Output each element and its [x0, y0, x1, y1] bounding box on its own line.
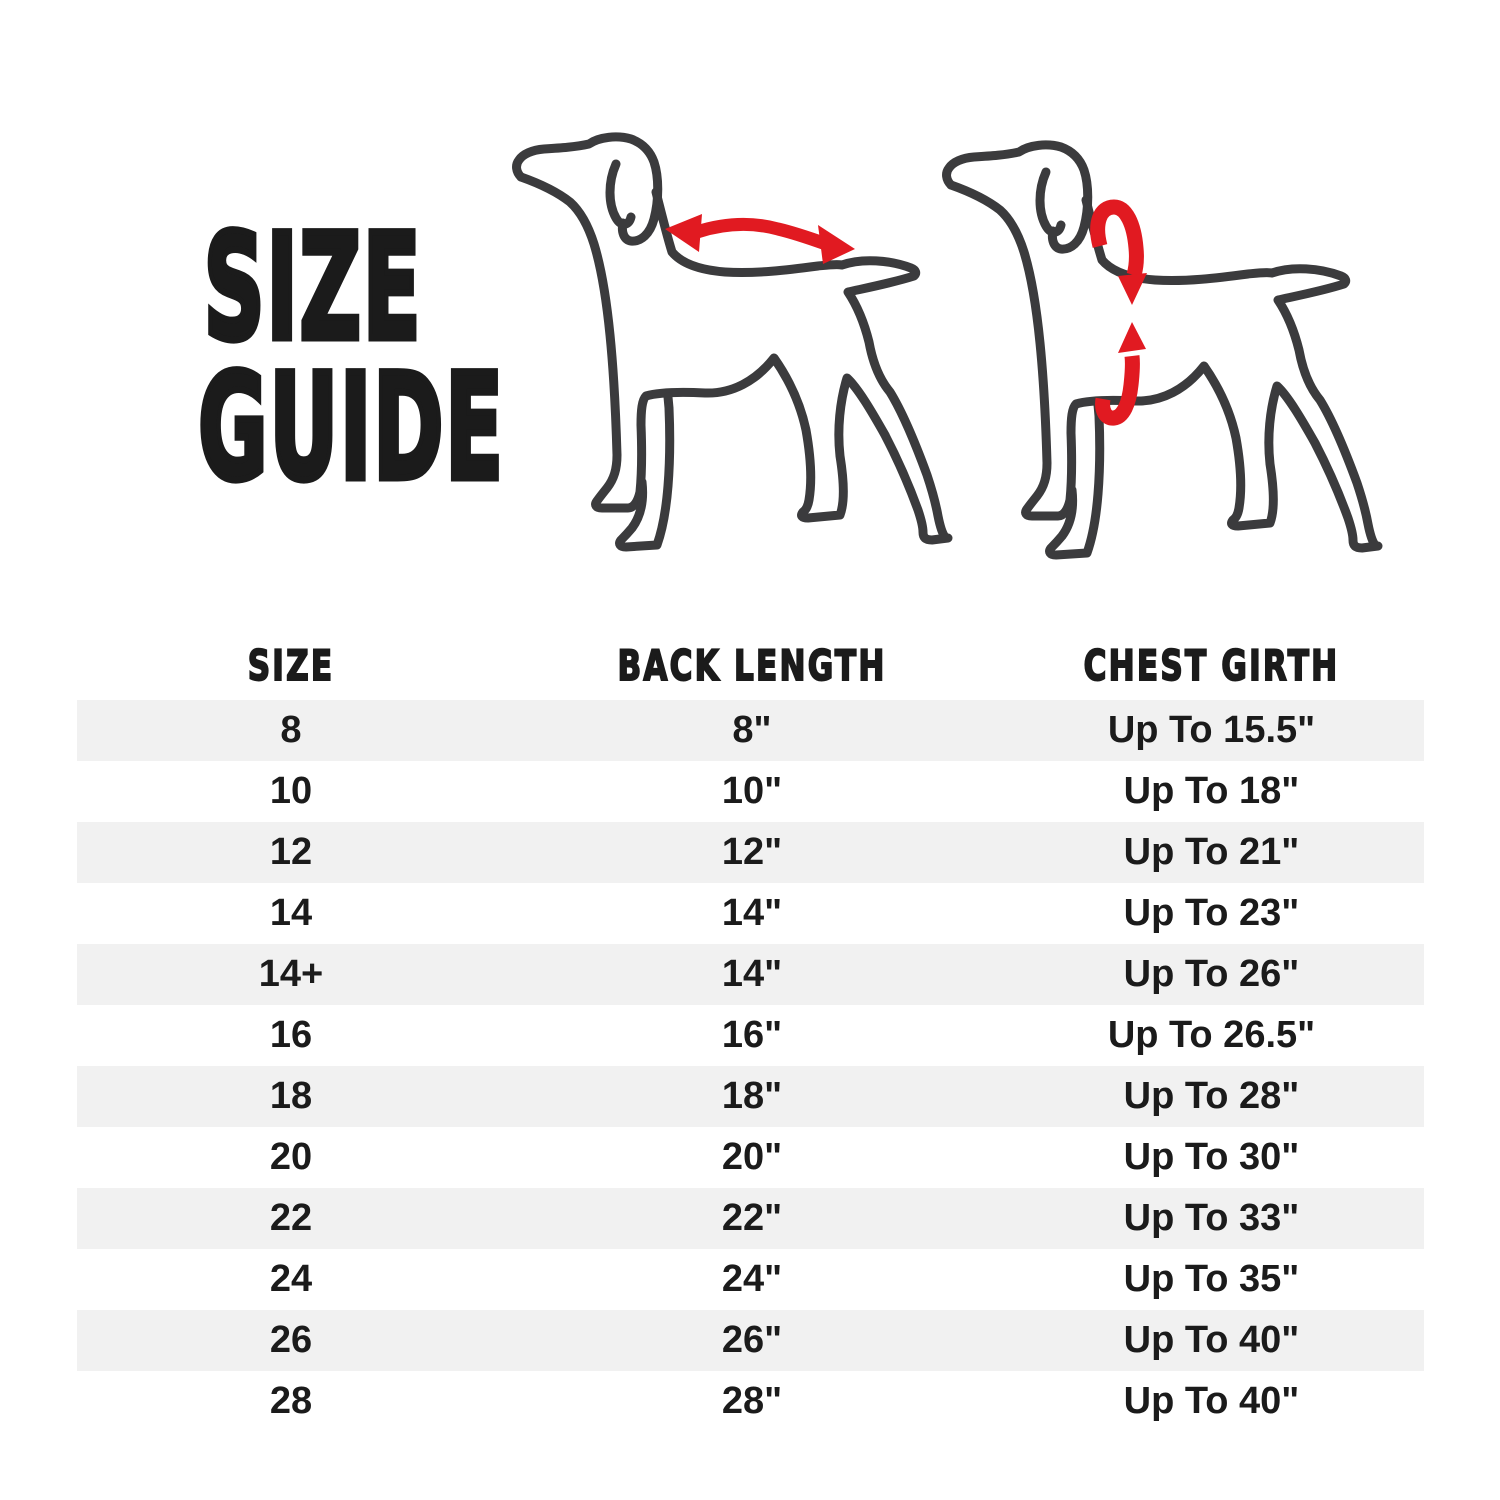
size-value: 8: [280, 709, 302, 751]
title-line-1: SIZE: [203, 203, 423, 373]
chest-girth-value: Up To 15.5": [1107, 709, 1316, 751]
back-length-value: 26": [721, 1319, 783, 1361]
chest-girth-value: Up To 40": [1123, 1380, 1300, 1422]
title-line-2: GUIDE: [198, 343, 505, 513]
back-length-value: 18": [721, 1075, 783, 1117]
size-value: 18: [269, 1075, 313, 1117]
table-row: [77, 1127, 1424, 1188]
size-value: 20: [269, 1136, 313, 1178]
size-value: 14+: [258, 953, 324, 995]
back-length-value: 12": [721, 831, 783, 873]
size-value: 22: [269, 1197, 313, 1239]
size-value: 14: [269, 892, 313, 934]
back-length-value: 28": [721, 1380, 783, 1422]
table-row: [77, 822, 1424, 883]
size-table: [77, 630, 1424, 1432]
size-value: 26: [269, 1319, 313, 1361]
table-row: [77, 1066, 1424, 1127]
chest-girth-value: Up To 30": [1123, 1136, 1300, 1178]
chest-girth-arrow-icon: [1098, 207, 1147, 418]
back-length-value: 16": [721, 1014, 783, 1056]
table-row: [77, 883, 1424, 944]
page-title: [115, 203, 511, 513]
chest-girth-value: Up To 28": [1123, 1075, 1300, 1117]
dog-back-length-illustration: [500, 120, 970, 560]
back-length-value: 24": [721, 1258, 783, 1300]
chest-girth-value: Up To 26": [1123, 953, 1300, 995]
chest-girth-value: Up To 21": [1123, 831, 1300, 873]
table-row: [77, 1188, 1424, 1249]
header-size: SIZE: [247, 640, 335, 690]
table-row: [77, 1371, 1424, 1432]
size-value: 28: [269, 1380, 313, 1422]
back-length-arrow-icon: [665, 214, 855, 264]
size-value: 24: [269, 1258, 313, 1300]
chest-girth-value: Up To 33": [1123, 1197, 1300, 1239]
size-value: 16: [269, 1014, 313, 1056]
back-length-value: 8": [732, 709, 772, 751]
table-row: [77, 700, 1424, 761]
chest-girth-value: Up To 18": [1123, 770, 1300, 812]
table-row: [77, 1310, 1424, 1371]
table-row: [77, 1005, 1424, 1066]
chest-girth-value: Up To 23": [1123, 892, 1300, 934]
chest-girth-value: Up To 26.5": [1107, 1014, 1316, 1056]
table-row: [77, 1249, 1424, 1310]
size-value: 10: [269, 770, 313, 812]
back-length-value: 14": [721, 892, 783, 934]
back-length-value: 10": [721, 770, 783, 812]
size-table-header-row: [77, 630, 1424, 700]
size-value: 12: [269, 831, 313, 873]
back-length-value: 20": [721, 1136, 783, 1178]
back-length-value: 14": [721, 953, 783, 995]
header-chest-girth: CHEST GIRTH: [1083, 640, 1340, 690]
header-back-length: BACK LENGTH: [617, 640, 887, 690]
table-row: [77, 761, 1424, 822]
size-table-body: [77, 700, 1424, 1432]
chest-girth-value: Up To 40": [1123, 1319, 1300, 1361]
chest-girth-value: Up To 35": [1123, 1258, 1300, 1300]
table-row: [77, 944, 1424, 1005]
dog-chest-girth-illustration: [930, 128, 1400, 568]
back-length-value: 22": [721, 1197, 783, 1239]
